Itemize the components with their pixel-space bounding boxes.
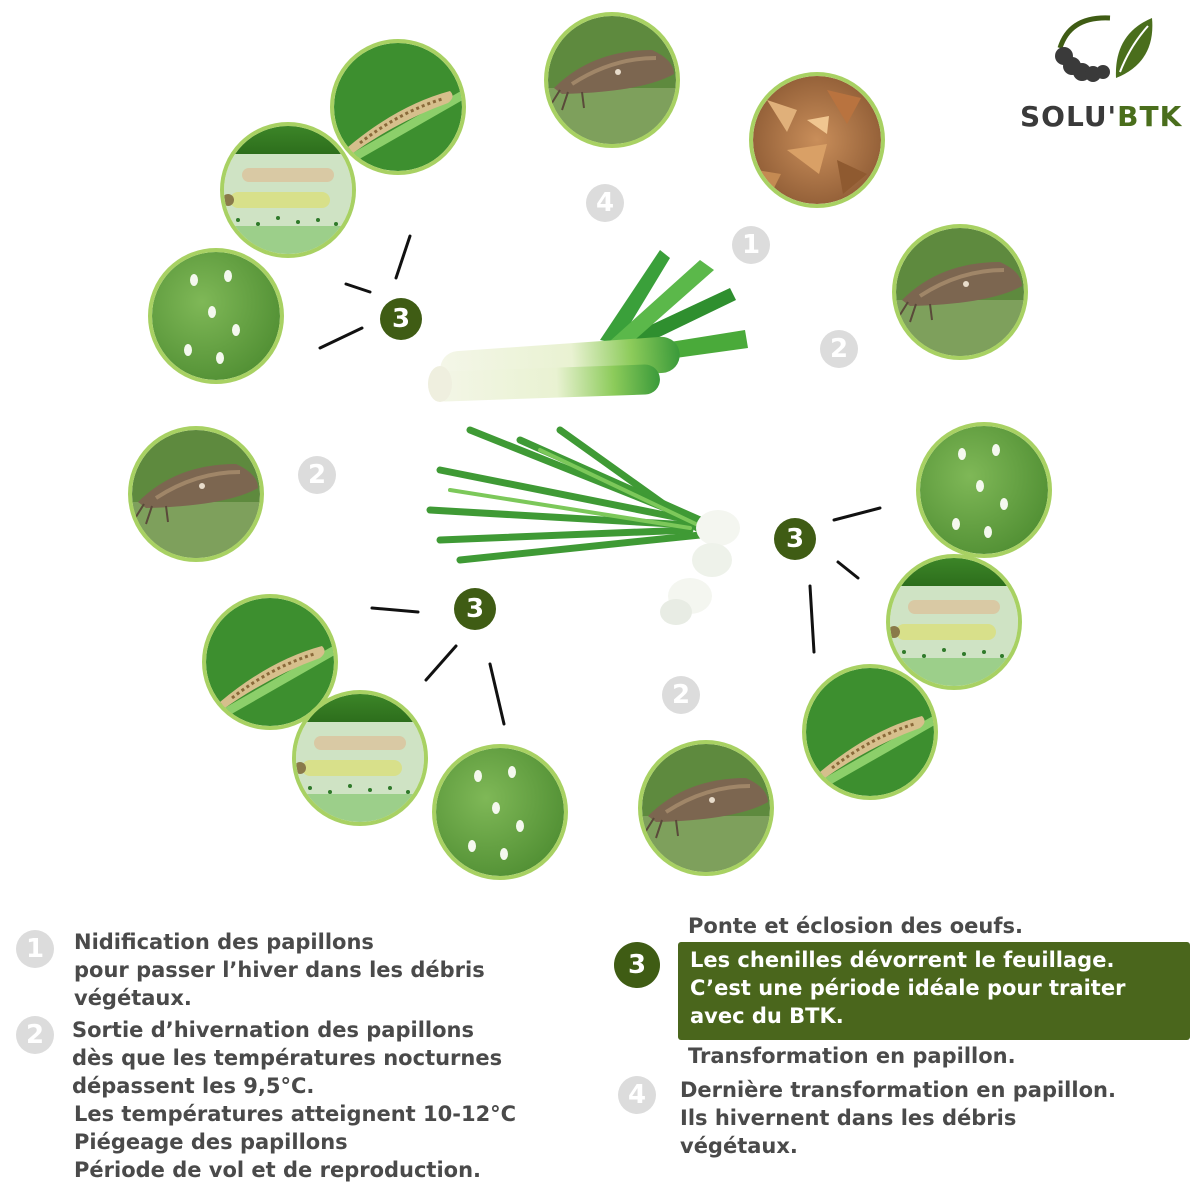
moth-photo [890, 222, 1030, 370]
marker-3: 3 [380, 298, 422, 340]
logo-wordmark [1020, 100, 1183, 133]
marker-1: 1 [732, 226, 770, 264]
leek-photo [428, 250, 748, 402]
legend-number-4: 4 [618, 1076, 656, 1114]
legend-line: Ils hivernent dans les débris [680, 1106, 1017, 1130]
legend-item-3-outro: Transformation en papillon. [688, 1044, 1016, 1068]
legend-line: C’est une période idéale pour traiter [690, 976, 1126, 1000]
marker-3: 3 [774, 518, 816, 560]
legend-line: Dernière transformation en papillon. [680, 1078, 1116, 1102]
legend-line: Les chenilles dévorrent le feuillage. [690, 948, 1115, 972]
legend-line: avec du BTK. [690, 1004, 844, 1028]
legend-line: végétaux. [680, 1134, 798, 1158]
solubtk-logo [1020, 8, 1183, 138]
logo-text-solu: SOLU' [1020, 100, 1118, 133]
legend-line: Les températures atteignent 10-12°C [74, 1102, 517, 1126]
legend-number-3: 3 [614, 942, 660, 988]
legend-item-2 [72, 1016, 516, 1184]
legend-line: Sortie d’hivernation des papillons [72, 1018, 474, 1042]
logo-text-btk: BTK [1117, 100, 1183, 133]
moth-photo [636, 738, 776, 886]
legend-item-1 [74, 928, 485, 1012]
legend-line: Piégeage des papillons [74, 1130, 348, 1154]
eggs-photo [430, 742, 570, 882]
marker-2: 2 [298, 456, 336, 494]
eggs-photo [914, 420, 1054, 560]
pupa-photo [800, 662, 940, 802]
moth-photo [126, 424, 266, 572]
legend-number-2: 2 [16, 1016, 54, 1054]
legend-item-3-highlight [690, 946, 1125, 1030]
legend-line: dès que les températures nocturnes [72, 1046, 503, 1070]
marker-3: 3 [454, 588, 496, 630]
legend-line: végétaux. [74, 986, 192, 1010]
eggs-photo [146, 246, 286, 386]
moth-photo [542, 10, 682, 158]
legend-item-4 [680, 1076, 1116, 1160]
legend-line: dépassent les 9,5°C. [72, 1074, 315, 1098]
leaf-litter-photo [747, 70, 887, 210]
legend-item-3-intro: Ponte et éclosion des oeufs. [688, 914, 1023, 938]
marker-4: 4 [586, 184, 624, 222]
pupa-photo [328, 37, 468, 177]
caterpillar-leaf-icon [1020, 8, 1180, 98]
marker-2: 2 [820, 330, 858, 368]
legend-line: Période de vol et de reproduction. [74, 1158, 482, 1182]
caterpillar-photo [218, 120, 358, 266]
marker-2: 2 [662, 676, 700, 714]
legend-number-1: 1 [16, 930, 54, 968]
legend-line: pour passer l’hiver dans les débris [74, 958, 485, 982]
legend-line: Nidification des papillons [74, 930, 374, 954]
